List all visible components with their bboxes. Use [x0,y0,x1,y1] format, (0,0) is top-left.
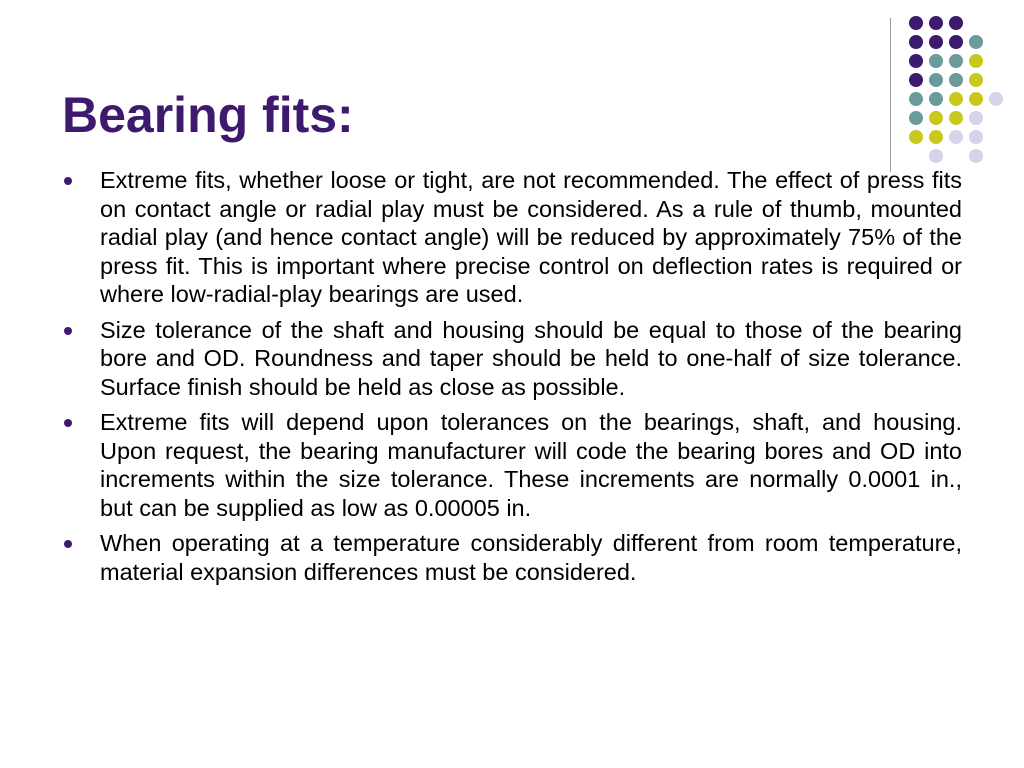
bullet-dot-icon [64,419,72,427]
decor-dot [969,130,983,144]
decor-dot [969,54,983,68]
decor-dot [929,54,943,68]
decor-dot [929,35,943,49]
bullet-item [62,529,962,586]
decorative-divider-line [890,18,891,172]
bullet-item [62,166,962,309]
decor-dot [949,73,963,87]
decor-dot [949,92,963,106]
decor-dot [929,111,943,125]
bullet-dot-icon [64,540,72,548]
decor-dot [929,92,943,106]
decor-dot [909,16,923,30]
decor-dot [969,149,983,163]
decor-dot [929,149,943,163]
bullet-text: Extreme fits will depend upon tolerances on the bearings, shaft, and housing. Upon request, the bearing manufacturer will code the bearing bores and OD into increments within the size tolerance. These increments are normally 0.0001 in., but can be supplied as low as 0.00005 in. [100,409,962,521]
decor-dot [909,92,923,106]
bullet-list [62,166,962,593]
decor-dot [909,130,923,144]
bullet-dot-icon [64,327,72,335]
slide-title: Bearing fits: [62,87,354,143]
decor-dot [909,73,923,87]
bullet-text: Size tolerance of the shaft and housing should be equal to those of the bearing bore and OD. Roundness and taper should be held to one-half of size tolerance. Surface finish should be held as close as possible. [100,316,962,400]
bullet-item [62,408,962,522]
decorative-dot-grid [905,14,1015,164]
decor-dot [949,130,963,144]
decor-dot [949,54,963,68]
decor-dot [909,111,923,125]
decor-dot [929,73,943,87]
decor-dot [929,130,943,144]
decor-dot [949,16,963,30]
decor-dot [949,35,963,49]
decor-dot [969,92,983,106]
decor-dot [949,111,963,125]
bullet-text: When operating at a temperature considerably different from room temperature, material expansion differences must be considered. [100,530,962,585]
decor-dot [929,16,943,30]
decor-dot [969,35,983,49]
decor-dot [969,73,983,87]
decor-dot [909,54,923,68]
bullet-text: Extreme fits, whether loose or tight, are not recommended. The effect of press fits on contact angle or radial play must be considered. As a rule of thumb, mounted radial play (and hence contact angle) will be reduced by approximately 75% of the press fit. This is important where precise control on deflection rates is required or where low-radial-play bearings are used. [100,167,962,307]
decor-dot [909,35,923,49]
bullet-dot-icon [64,177,72,185]
decor-dot [989,92,1003,106]
decor-dot [969,111,983,125]
bullet-item [62,316,962,402]
